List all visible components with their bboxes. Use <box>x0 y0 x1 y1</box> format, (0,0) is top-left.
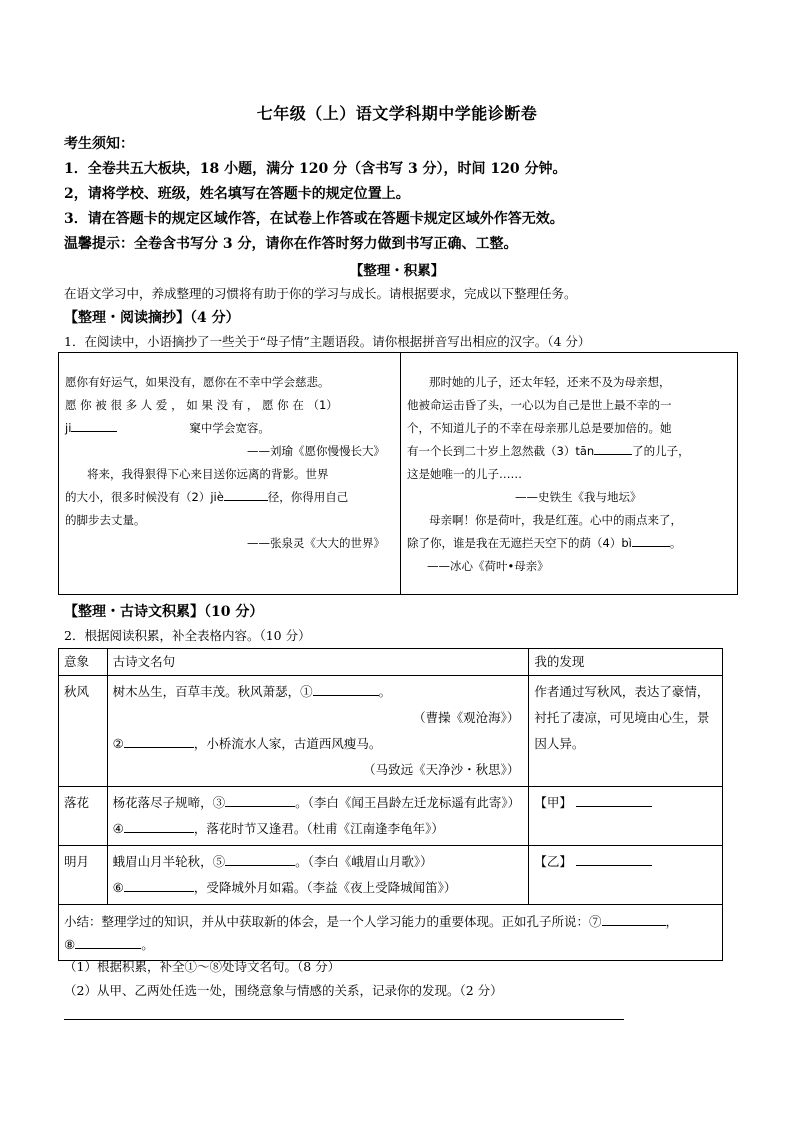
part1-heading: 【整理・阅读摘抄】（4 分） <box>64 310 240 326</box>
table-header: 我的发现 <box>529 649 723 676</box>
poem-text: ，小桥流水人家，古道西风瘦马。 <box>193 736 382 751</box>
excerpt-line <box>65 417 393 440</box>
page-title: 七年级（上）语文学科期中学能诊断卷 <box>256 104 538 123</box>
excerpt-line: 他被命运击昏了头，一心以为自己是世上最不幸的一 <box>407 398 672 412</box>
pinyin-3: 有一个长到二十岁上忽然截（3）tān <box>407 444 595 458</box>
summary-text: 小结：整理学过的知识，并从中获取新的体会，是一个人学习能力的重要体现。正如孔子所说：⑦ <box>64 914 602 929</box>
question-1: 1．在阅读中，小语摘抄了一些关于“母子情”主题语段。请你根据拼音写出相应的汉字。（4 分） <box>64 334 591 349</box>
row-poems <box>107 676 529 787</box>
row-finding: 作者通过写秋风，表达了豪情，衬托了凄凉，可见境由心生，景因人异。 <box>529 676 723 787</box>
answer-blank-⑤[interactable] <box>225 853 295 866</box>
table-header: 意象 <box>59 649 108 676</box>
summary-row <box>59 905 723 961</box>
pinyin-1: ji <box>65 421 72 435</box>
answer-blank-①[interactable] <box>313 683 379 696</box>
answer-blank-4[interactable] <box>632 534 670 547</box>
answer-blank-jia[interactable] <box>576 794 652 807</box>
excerpt-source: ——冰心《荷叶•母亲》 <box>427 559 549 573</box>
excerpt-line: 那时她的儿子，还太年轻，还来不及为母亲想， <box>429 375 671 389</box>
row-image: 秋风 <box>59 676 108 787</box>
excerpt-text: 。 <box>669 536 682 550</box>
excerpt-line: 愿你有好运气，如果没有，愿你在不幸中学会慈悲。 <box>65 375 330 389</box>
answer-blank-②[interactable] <box>124 735 194 748</box>
answer-blank-⑦[interactable] <box>602 913 666 926</box>
row-finding <box>529 846 723 905</box>
section-heading: 【整理・积累】 <box>349 263 445 279</box>
excerpt-line: 这是她唯一的儿子…… <box>407 467 522 481</box>
poem-text: 杨花落尽子规啼，③ <box>112 795 226 810</box>
poem-text: 蛾眉山月半轮秋，⑤ <box>112 854 226 869</box>
excerpt-source: ——史铁生《我与地坛》 <box>515 490 642 504</box>
excerpt-line: 愿 你 被 很 多 人 爱 ， 如 果 没 有 ， 愿 你 在 （1） <box>65 398 338 412</box>
excerpt-line: 将来，我得狠得下心来目送你远离的背影。世界 <box>87 467 329 481</box>
summary-text: ， <box>665 914 679 929</box>
answer-blank-⑧[interactable] <box>75 936 141 949</box>
excerpt-line <box>407 440 732 463</box>
pinyin-4: 除了你，谁是我在无遮拦天空下的荫（4）bì <box>407 536 632 550</box>
excerpt-line: 的脚步去丈量。 <box>65 513 146 527</box>
excerpt-source: ——刘瑜《愿你慢慢长大》 <box>247 444 385 458</box>
poem-text: ⑥ <box>112 880 124 895</box>
excerpt-right <box>407 371 732 578</box>
summary-text: 。 <box>141 937 154 952</box>
notice-tip: 温馨提示：全卷含书写分 3 分，请你在作答时努力做到书写正确、工整。 <box>64 236 518 252</box>
poem-text: ，受降城外月如霜。（李益《夜上受降城闻笛》） <box>193 880 457 895</box>
table-header: 古诗文名句 <box>107 649 529 676</box>
part2-heading: 【整理・古诗文积累】（10 分） <box>64 604 264 620</box>
row-image: 明月 <box>59 846 108 905</box>
poem-source: （曹操《观沧海》） <box>413 710 520 725</box>
excerpt-line <box>65 486 393 509</box>
summary-cell <box>59 905 723 961</box>
poem-text: 。（李白《峨眉山月歌》） <box>295 854 433 869</box>
answer-blank-yi[interactable] <box>576 853 652 866</box>
poetry-table <box>58 648 723 961</box>
row-image: 落花 <box>59 787 108 846</box>
answer-blank-③[interactable] <box>225 794 295 807</box>
summary-text: ⑧ <box>64 937 76 952</box>
excerpt-line: 个，不知道儿子的不幸在母亲那儿总是要加倍的。她 <box>407 421 672 435</box>
excerpt-text: 窠中学会宽容。 <box>189 421 270 435</box>
answer-blank-1[interactable] <box>71 419 117 432</box>
poem-text: 。（李白《闻王昌龄左迁龙标遥有此寄》） <box>295 795 521 810</box>
question-2: 2．根据阅读积累，补全表格内容。（10 分） <box>64 628 311 643</box>
column-divider <box>400 353 401 594</box>
answer-line[interactable] <box>64 1019 624 1020</box>
excerpt-text: 了的儿子， <box>632 444 690 458</box>
notice-item-3: 3．请在答题卡的规定区域作答，在试卷上作答或在答题卡规定区域外作答无效。 <box>64 211 564 227</box>
excerpt-text: 径，你得用自己 <box>267 490 349 504</box>
row-poems <box>107 846 529 905</box>
excerpt-source: ——张泉灵《大大的世界》 <box>247 536 385 550</box>
excerpt-left <box>65 371 393 555</box>
notice-heading: 考生须知： <box>64 136 134 152</box>
poem-text: 树木丛生，百草丰茂。秋风萧瑟，① <box>112 684 313 699</box>
table-header-row <box>59 649 723 676</box>
excerpt-line: 母亲啊！你是荷叶，我是红莲。心中的雨点来了， <box>429 513 682 527</box>
excerpt-line <box>407 532 732 555</box>
finding-label: 【甲】 <box>534 795 572 810</box>
pinyin-2: 的大小，很多时候没有（2）jiè <box>65 490 224 504</box>
answer-blank-⑥[interactable] <box>124 879 194 892</box>
answer-blank-2[interactable] <box>224 488 268 501</box>
subquestion-2: （2）从甲、乙两处任选一处，围绕意象与情感的关系，记录你的发现。（2 分） <box>64 983 503 998</box>
excerpt-box <box>58 352 738 595</box>
poem-source: （马致远《天净沙・秋思》） <box>363 762 520 777</box>
section-intro: 在语文学习中，养成整理的习惯将有助于你的学习与成长。请根据要求，完成以下整理任务。 <box>64 286 577 301</box>
row-finding <box>529 787 723 846</box>
subquestion-1: （1）根据积累，补全①～⑧处诗文名句。（8 分） <box>64 959 341 974</box>
poem-text: ④ <box>112 821 124 836</box>
table-row <box>59 846 723 905</box>
table-row <box>59 676 723 787</box>
notice-item-2: 2，请将学校、班级，姓名填写在答题卡的规定位置上。 <box>64 186 410 202</box>
notice-item-1: 1．全卷共五大板块，18 小题，满分 120 分（含书写 3 分），时间 120 分钟。 <box>64 161 567 177</box>
poem-text: ② <box>112 736 124 751</box>
poem-text: 。 <box>378 684 392 699</box>
answer-blank-3[interactable] <box>594 442 632 455</box>
table-row <box>59 787 723 846</box>
poem-text: ，落花时节又逢君。（杜甫《江南逢李龟年》） <box>193 821 444 836</box>
answer-blank-④[interactable] <box>124 820 194 833</box>
row-poems <box>107 787 529 846</box>
finding-label: 【乙】 <box>534 854 572 869</box>
